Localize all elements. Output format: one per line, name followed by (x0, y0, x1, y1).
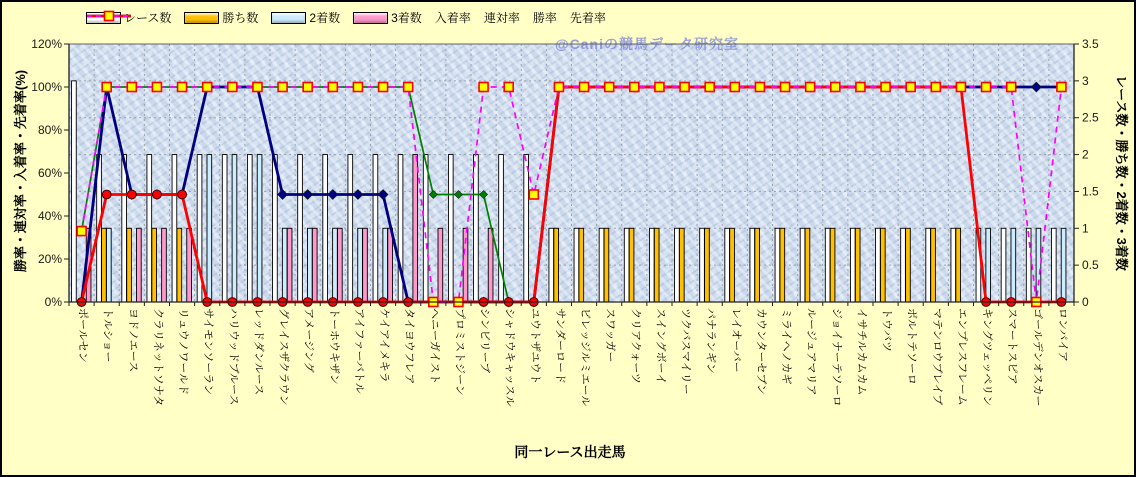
bar-races (298, 155, 303, 302)
line-first-finish-rate-marker (228, 83, 237, 92)
bar-wins (755, 228, 760, 302)
bar-races (574, 228, 579, 302)
line-first-finish-rate-marker (1057, 83, 1066, 92)
y-right-tick-label: 2.5 (1082, 110, 1099, 125)
bar-wins (880, 228, 885, 302)
bar-wins (730, 228, 735, 302)
y-right-tick-label: 1.5 (1082, 184, 1099, 199)
line-win-rate-marker (102, 190, 111, 199)
line-first-finish-rate-marker (404, 83, 413, 92)
line-first-finish-rate-marker (554, 83, 563, 92)
bar-seconds (986, 228, 991, 302)
bar-seconds (257, 155, 262, 302)
bar-races (423, 155, 428, 302)
bar-wins (177, 228, 182, 302)
bar-thirds (162, 228, 167, 302)
x-category-label: シンビリーブ (478, 308, 491, 374)
line-first-finish-rate-marker (755, 83, 764, 92)
bar-races (876, 228, 881, 302)
x-category-label: グレイスザクラウン (277, 308, 290, 406)
x-category-label: イサチルカムカム (855, 308, 868, 396)
line-first-finish-rate-marker (379, 83, 388, 92)
bar-thirds (363, 228, 368, 302)
x-category-label: ゴールデンオスカー (1031, 308, 1044, 407)
x-category-label: ヨドノエース (126, 308, 139, 373)
bar-wins (579, 228, 584, 302)
line-first-finish-rate-marker (831, 83, 840, 92)
line-first-finish-rate-marker (906, 83, 915, 92)
line-quinella-rate-marker (1031, 82, 1041, 92)
line-first-finish-rate-marker (605, 83, 614, 92)
line-first-finish-rate-marker (178, 83, 187, 92)
bar-races (675, 228, 680, 302)
x-category-label: ビレッジルミエール (579, 308, 592, 407)
x-category-label: ロンパイア (1056, 308, 1069, 362)
y-left-tick-label: 100% (31, 80, 62, 94)
legend-label: 3着数 (391, 11, 422, 25)
line-first-finish-rate-marker (931, 83, 940, 92)
bar-races (901, 228, 906, 302)
legend-label: 連対率 (483, 11, 520, 25)
bar-thirds (488, 228, 493, 302)
bar-seconds (106, 228, 111, 302)
x-category-label: ケイアイメキラ (378, 308, 391, 383)
x-category-label: ポールセン (76, 308, 89, 363)
bar-thirds (312, 228, 317, 302)
line-first-finish-rate-marker (353, 83, 362, 92)
bar-wins (780, 228, 785, 302)
bar-seconds (1011, 228, 1016, 302)
line-win-rate-marker (153, 190, 162, 199)
chart-canvas (2, 2, 1136, 477)
line-first-finish-rate-marker (278, 83, 287, 92)
bar-races (122, 155, 127, 302)
bar-wins (604, 228, 609, 302)
y-right-tick-label: 3 (1082, 73, 1089, 88)
line-first-finish-rate-marker (529, 190, 538, 199)
y-left-tick-label: 40% (37, 209, 62, 223)
x-category-label: ミライヘノカギ (780, 308, 793, 385)
bar-races (649, 228, 654, 302)
x-category-label: トウバツ (880, 308, 893, 352)
line-first-finish-rate-marker (956, 83, 965, 92)
x-category-label: エンプレスフレーム (955, 308, 968, 406)
x-category-label: リュウノワールド (177, 308, 190, 396)
line-first-finish-rate-marker (630, 83, 639, 92)
line-first-finish-rate-marker (479, 83, 488, 92)
x-axis-title: 同一レース出走馬 (514, 444, 626, 460)
bar-races (222, 155, 227, 302)
bar-thirds (137, 228, 142, 302)
x-category-label: アイファーバトル (352, 308, 365, 394)
bar-races (549, 228, 554, 302)
bar-seconds (232, 155, 237, 302)
line-first-finish-rate-marker (253, 83, 262, 92)
bar-thirds (388, 228, 393, 302)
bar-races (147, 155, 152, 302)
legend-label: レース数 (124, 11, 172, 25)
line-first-finish-rate-marker (856, 83, 865, 92)
bar-seconds (307, 228, 312, 302)
legend-label: 勝ち数 (222, 11, 259, 25)
line-win-rate-marker (127, 190, 136, 199)
bar-wins (705, 228, 710, 302)
bar-races (599, 228, 604, 302)
bar-wins (830, 228, 835, 302)
bar-races (273, 155, 278, 302)
left-axis-title: 勝率・連対率・入着率・先着率(%) (13, 69, 28, 273)
line-first-finish-rate-marker (203, 83, 212, 92)
line-win-rate-marker (178, 190, 187, 199)
bar-wins (654, 228, 659, 302)
bar-races (474, 155, 479, 302)
bar-races (1001, 228, 1006, 302)
x-category-label: レイオーバー (729, 308, 742, 373)
bar-races (700, 228, 705, 302)
y-right-tick-label: 2 (1082, 147, 1089, 162)
x-category-label: スイングボーイ (654, 308, 667, 385)
x-category-label: パナランギン (704, 308, 717, 374)
line-first-finish-rate-marker (655, 83, 664, 92)
x-category-label: ルージュアマリア (805, 308, 818, 396)
y-left-tick-label: 120% (31, 37, 62, 51)
legend-label: 入着率 (434, 11, 471, 25)
bar-wins (931, 228, 936, 302)
line-first-finish-rate-marker (781, 83, 790, 92)
bar-seconds (1061, 228, 1066, 302)
x-category-label: タイヨウフレア (403, 308, 416, 385)
line-first-finish-rate-marker (806, 83, 815, 92)
x-category-label: ハリウッドブルース (227, 308, 240, 406)
x-category-label: ヘニーガイスト (428, 308, 441, 385)
line-first-finish-rate-marker (982, 83, 991, 92)
y-right-tick-label: 3.5 (1082, 37, 1099, 51)
bar-seconds (207, 155, 212, 302)
y-left-tick-label: 80% (37, 123, 62, 137)
x-category-label: キングツェッペリン (981, 308, 994, 407)
line-first-finish-rate-marker (77, 227, 86, 236)
watermark: @Caniの競馬データ研究室 (555, 36, 739, 52)
bar-races (850, 228, 855, 302)
bar-races (448, 155, 453, 302)
bar-races (247, 155, 252, 302)
bar-seconds (282, 228, 287, 302)
y-right-tick-label: 0.5 (1082, 258, 1099, 273)
line-first-finish-rate-marker (303, 83, 312, 92)
y-left-tick-label: 60% (37, 166, 62, 180)
x-category-label: プロミストジーン (453, 308, 466, 396)
bar-wins (554, 228, 559, 302)
bar-wins (629, 228, 634, 302)
x-category-label: スワッガー (604, 308, 617, 363)
y-right-tick-label: 0 (1082, 295, 1089, 309)
legend-label: 先着率 (569, 11, 606, 25)
y-left-tick-label: 0% (44, 295, 62, 309)
x-category-label: マテンロウブレイブ (930, 308, 943, 406)
bar-races (172, 155, 177, 302)
bar-wins (805, 228, 810, 302)
bar-wins (127, 228, 132, 302)
bar-races (926, 228, 931, 302)
bar-races (750, 228, 755, 302)
right-axis-title: レース数・勝ち数・2着数・3着数 (1114, 75, 1129, 271)
x-category-label: クラリネットソナタ (151, 308, 164, 407)
bar-races (800, 228, 805, 302)
x-category-label: スマートスピア (1006, 308, 1019, 385)
line-first-finish-rate-marker (705, 83, 714, 92)
bar-thirds (413, 155, 418, 302)
x-category-label: ボルトテソーロ (905, 308, 918, 385)
y-right-tick-label: 1 (1082, 221, 1089, 236)
bar-races (373, 155, 378, 302)
bar-thirds (287, 228, 292, 302)
line-first-finish-rate-marker (328, 83, 337, 92)
bar-wins (906, 228, 911, 302)
x-category-label: シャドウキャッスル (503, 308, 516, 407)
legend-label: 勝率 (532, 11, 557, 25)
bar-races (323, 155, 328, 302)
line-first-finish-rate-marker (580, 83, 589, 92)
bar-seconds (383, 228, 388, 302)
bar-thirds (187, 228, 192, 302)
x-category-label: カウンターセブン (754, 308, 767, 395)
plot-border (69, 44, 1074, 302)
x-category-label: サンダーロード (553, 308, 566, 385)
line-first-finish-rate-marker (127, 83, 136, 92)
line-first-finish-rate-marker (504, 83, 513, 92)
x-category-label: クリアクォーツ (629, 308, 642, 384)
bar-races (775, 228, 780, 302)
bar-wins (956, 228, 961, 302)
bar-races (825, 228, 830, 302)
y-left-tick-label: 20% (37, 252, 62, 266)
bar-seconds (358, 228, 363, 302)
bar-thirds (438, 228, 443, 302)
line-first-finish-rate-marker (881, 83, 890, 92)
x-category-label: トーホウキザン (327, 308, 340, 385)
x-category-label: ジョイナーテソーロ (830, 308, 843, 407)
bar-wins (855, 228, 860, 302)
x-category-label: ツクバスマイリー (679, 308, 692, 395)
x-category-label: ユウトザユウト (528, 308, 541, 385)
line-first-finish-rate-marker (102, 83, 111, 92)
bar-seconds (333, 228, 338, 302)
bar-races (524, 155, 529, 302)
line-first-finish-rate-marker (730, 83, 739, 92)
bar-wins (152, 228, 157, 302)
bar-races (1051, 228, 1056, 302)
x-category-label: サイモンソーラン (202, 308, 215, 396)
bar-wins (102, 228, 107, 302)
line-first-finish-rate-marker (680, 83, 689, 92)
x-category-label: レッドダンルース (252, 308, 265, 396)
bar-races (348, 155, 353, 302)
bar-races (951, 228, 956, 302)
bar-races (624, 228, 629, 302)
bar-races (72, 81, 77, 302)
legend-label: 2着数 (309, 11, 341, 25)
line-first-finish-rate-marker (1007, 83, 1016, 92)
line-first-finish-rate-marker (152, 83, 161, 92)
bar-thirds (338, 228, 343, 302)
bar-wins (679, 228, 684, 302)
bar-races (1026, 228, 1031, 302)
x-category-label: アメージング (302, 308, 315, 373)
x-category-label: トルショー (101, 308, 114, 363)
bar-races (725, 228, 730, 302)
